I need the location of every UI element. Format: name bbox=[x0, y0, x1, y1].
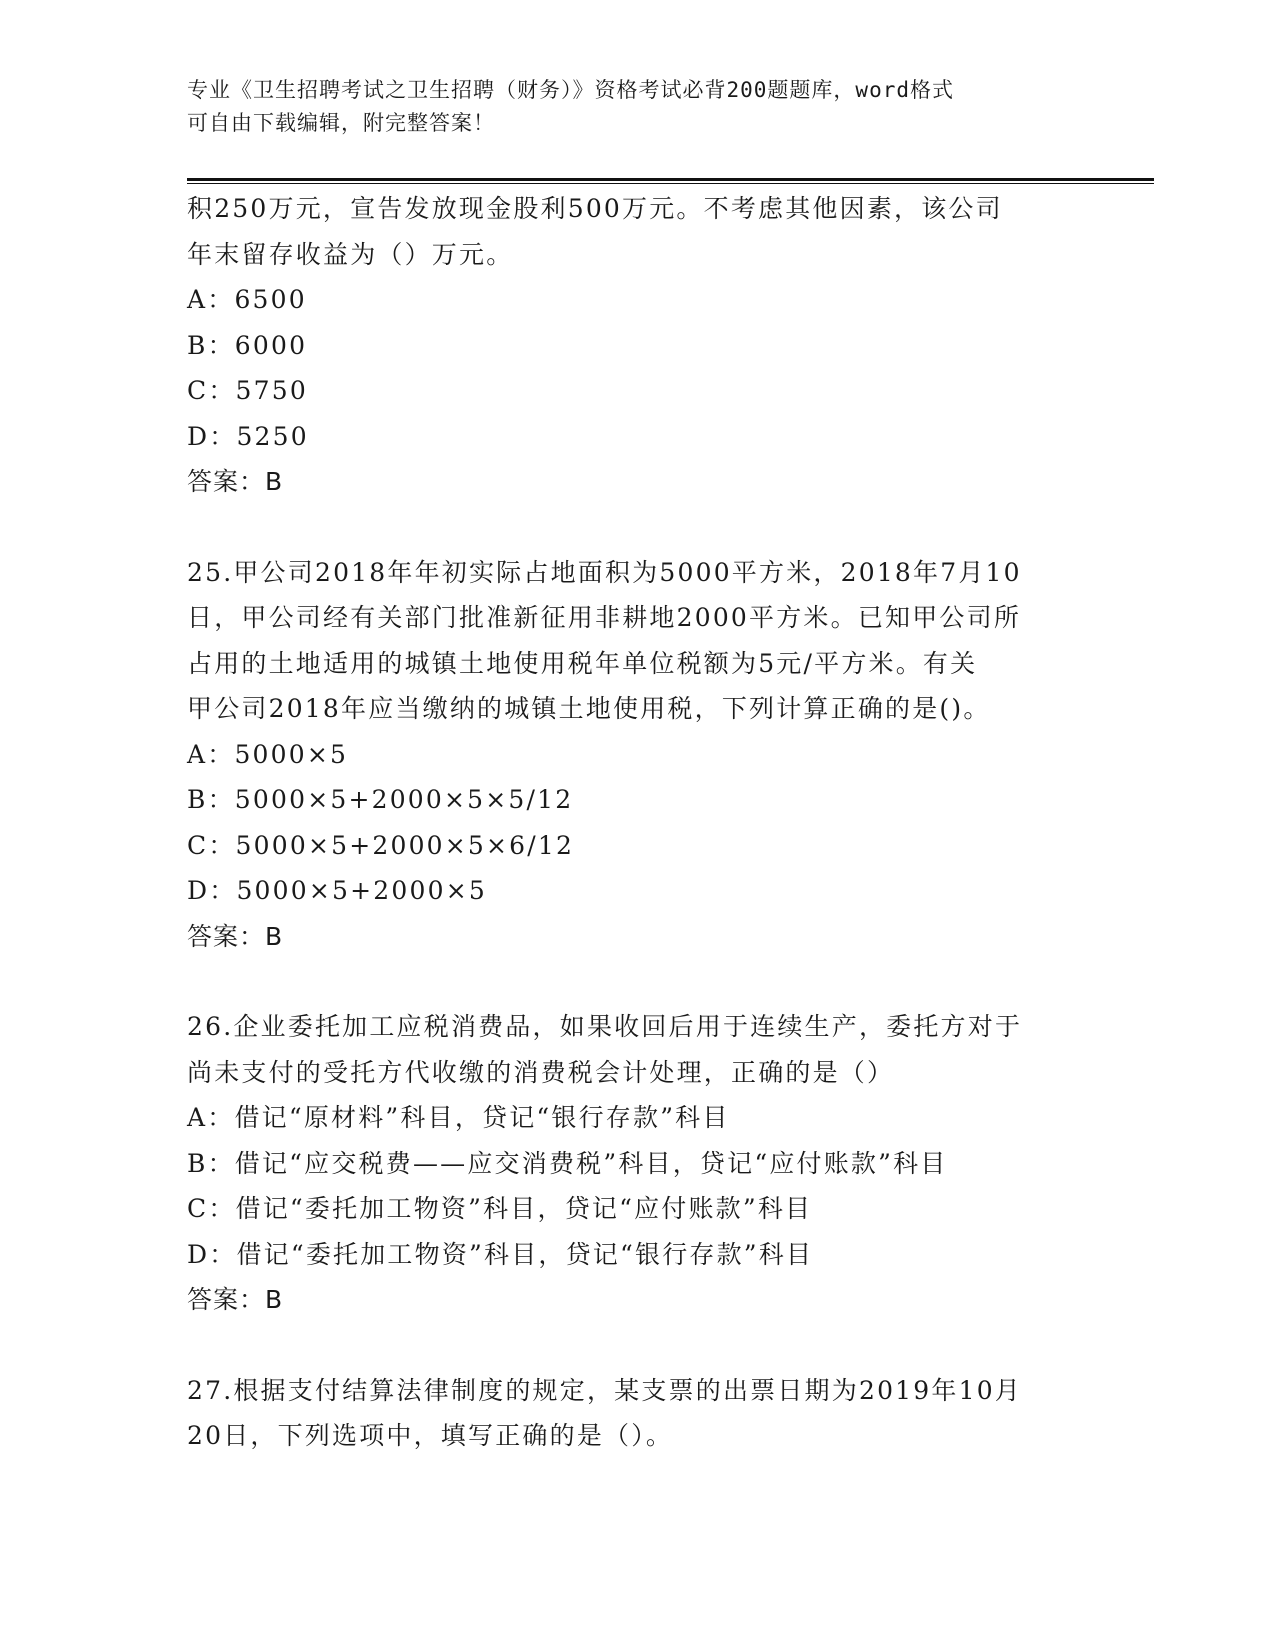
header-title-line-1: 专业《卫生招聘考试之卫生招聘（财务）》资格考试必背200题题库，word格式 bbox=[187, 78, 954, 102]
option-d: D：5250 bbox=[187, 421, 309, 451]
answer-line: 答案：B bbox=[187, 1285, 284, 1314]
option-c: C：借记“委托加工物资”科目，贷记“应付账款”科目 bbox=[187, 1194, 813, 1223]
answer-line: 答案：B bbox=[187, 467, 284, 496]
question-list bbox=[187, 186, 1087, 1459]
option-a: A：5000×5 bbox=[187, 739, 349, 769]
header-title-line-2: 可自由下载编辑，附完整答案！ bbox=[187, 111, 495, 135]
header-divider-thick bbox=[187, 178, 1154, 181]
question-26 bbox=[187, 1004, 1087, 1323]
question-stem-line: 占用的土地适用的城镇土地使用税年单位税额为5元/平方米。有关 bbox=[187, 648, 978, 678]
option-d: D：5000×5+2000×5 bbox=[187, 876, 487, 905]
question-stem-line: 27.根据支付结算法律制度的规定，某支票的出票日期为2019年10月 bbox=[187, 1375, 1022, 1405]
option-b: B：6000 bbox=[187, 330, 308, 360]
question-27 bbox=[187, 1368, 1087, 1459]
document-header bbox=[187, 74, 1067, 140]
question-stem-line: 积250万元，宣告发放现金股利500万元。不考虑其他因素，该公司 bbox=[187, 194, 1003, 223]
question-stem-line: 年末留存收益为（）万元。 bbox=[187, 239, 514, 269]
option-c: C：5000×5+2000×5×6/12 bbox=[187, 830, 575, 860]
option-b: B：5000×5+2000×5×5/12 bbox=[187, 785, 574, 814]
question-24 bbox=[187, 186, 1087, 505]
option-a: A：借记“原材料”科目，贷记“银行存款”科目 bbox=[187, 1103, 730, 1132]
question-spacer bbox=[187, 505, 1087, 550]
answer-line: 答案：B bbox=[187, 921, 284, 951]
question-25 bbox=[187, 550, 1087, 960]
question-stem-line: 20日，下列选项中，填写正确的是（）。 bbox=[187, 1421, 674, 1450]
option-d: D：借记“委托加工物资”科目，贷记“银行存款”科目 bbox=[187, 1239, 814, 1269]
option-b: B：借记“应交税费——应交消费税”科目，贷记“应付账款”科目 bbox=[187, 1148, 948, 1178]
question-spacer bbox=[187, 1323, 1087, 1368]
question-stem-line: 尚未支付的受托方代收缴的消费税会计处理，正确的是（） bbox=[187, 1057, 895, 1087]
option-a: A：6500 bbox=[187, 285, 307, 314]
header-divider-thin bbox=[187, 183, 1154, 184]
question-spacer bbox=[187, 959, 1087, 1004]
question-stem-line: 25.甲公司2018年年初实际占地面积为5000平方米，2018年7月10 bbox=[187, 557, 1022, 587]
question-stem-line: 26.企业委托加工应税消费品，如果收回后用于连续生产，委托方对于 bbox=[187, 1012, 1023, 1041]
question-stem-line: 甲公司2018年应当缴纳的城镇土地使用税，下列计算正确的是()。 bbox=[187, 694, 991, 723]
question-stem-line: 日，甲公司经有关部门批准新征用非耕地2000平方米。已知甲公司所 bbox=[187, 603, 1022, 632]
option-c: C：5750 bbox=[187, 376, 308, 405]
